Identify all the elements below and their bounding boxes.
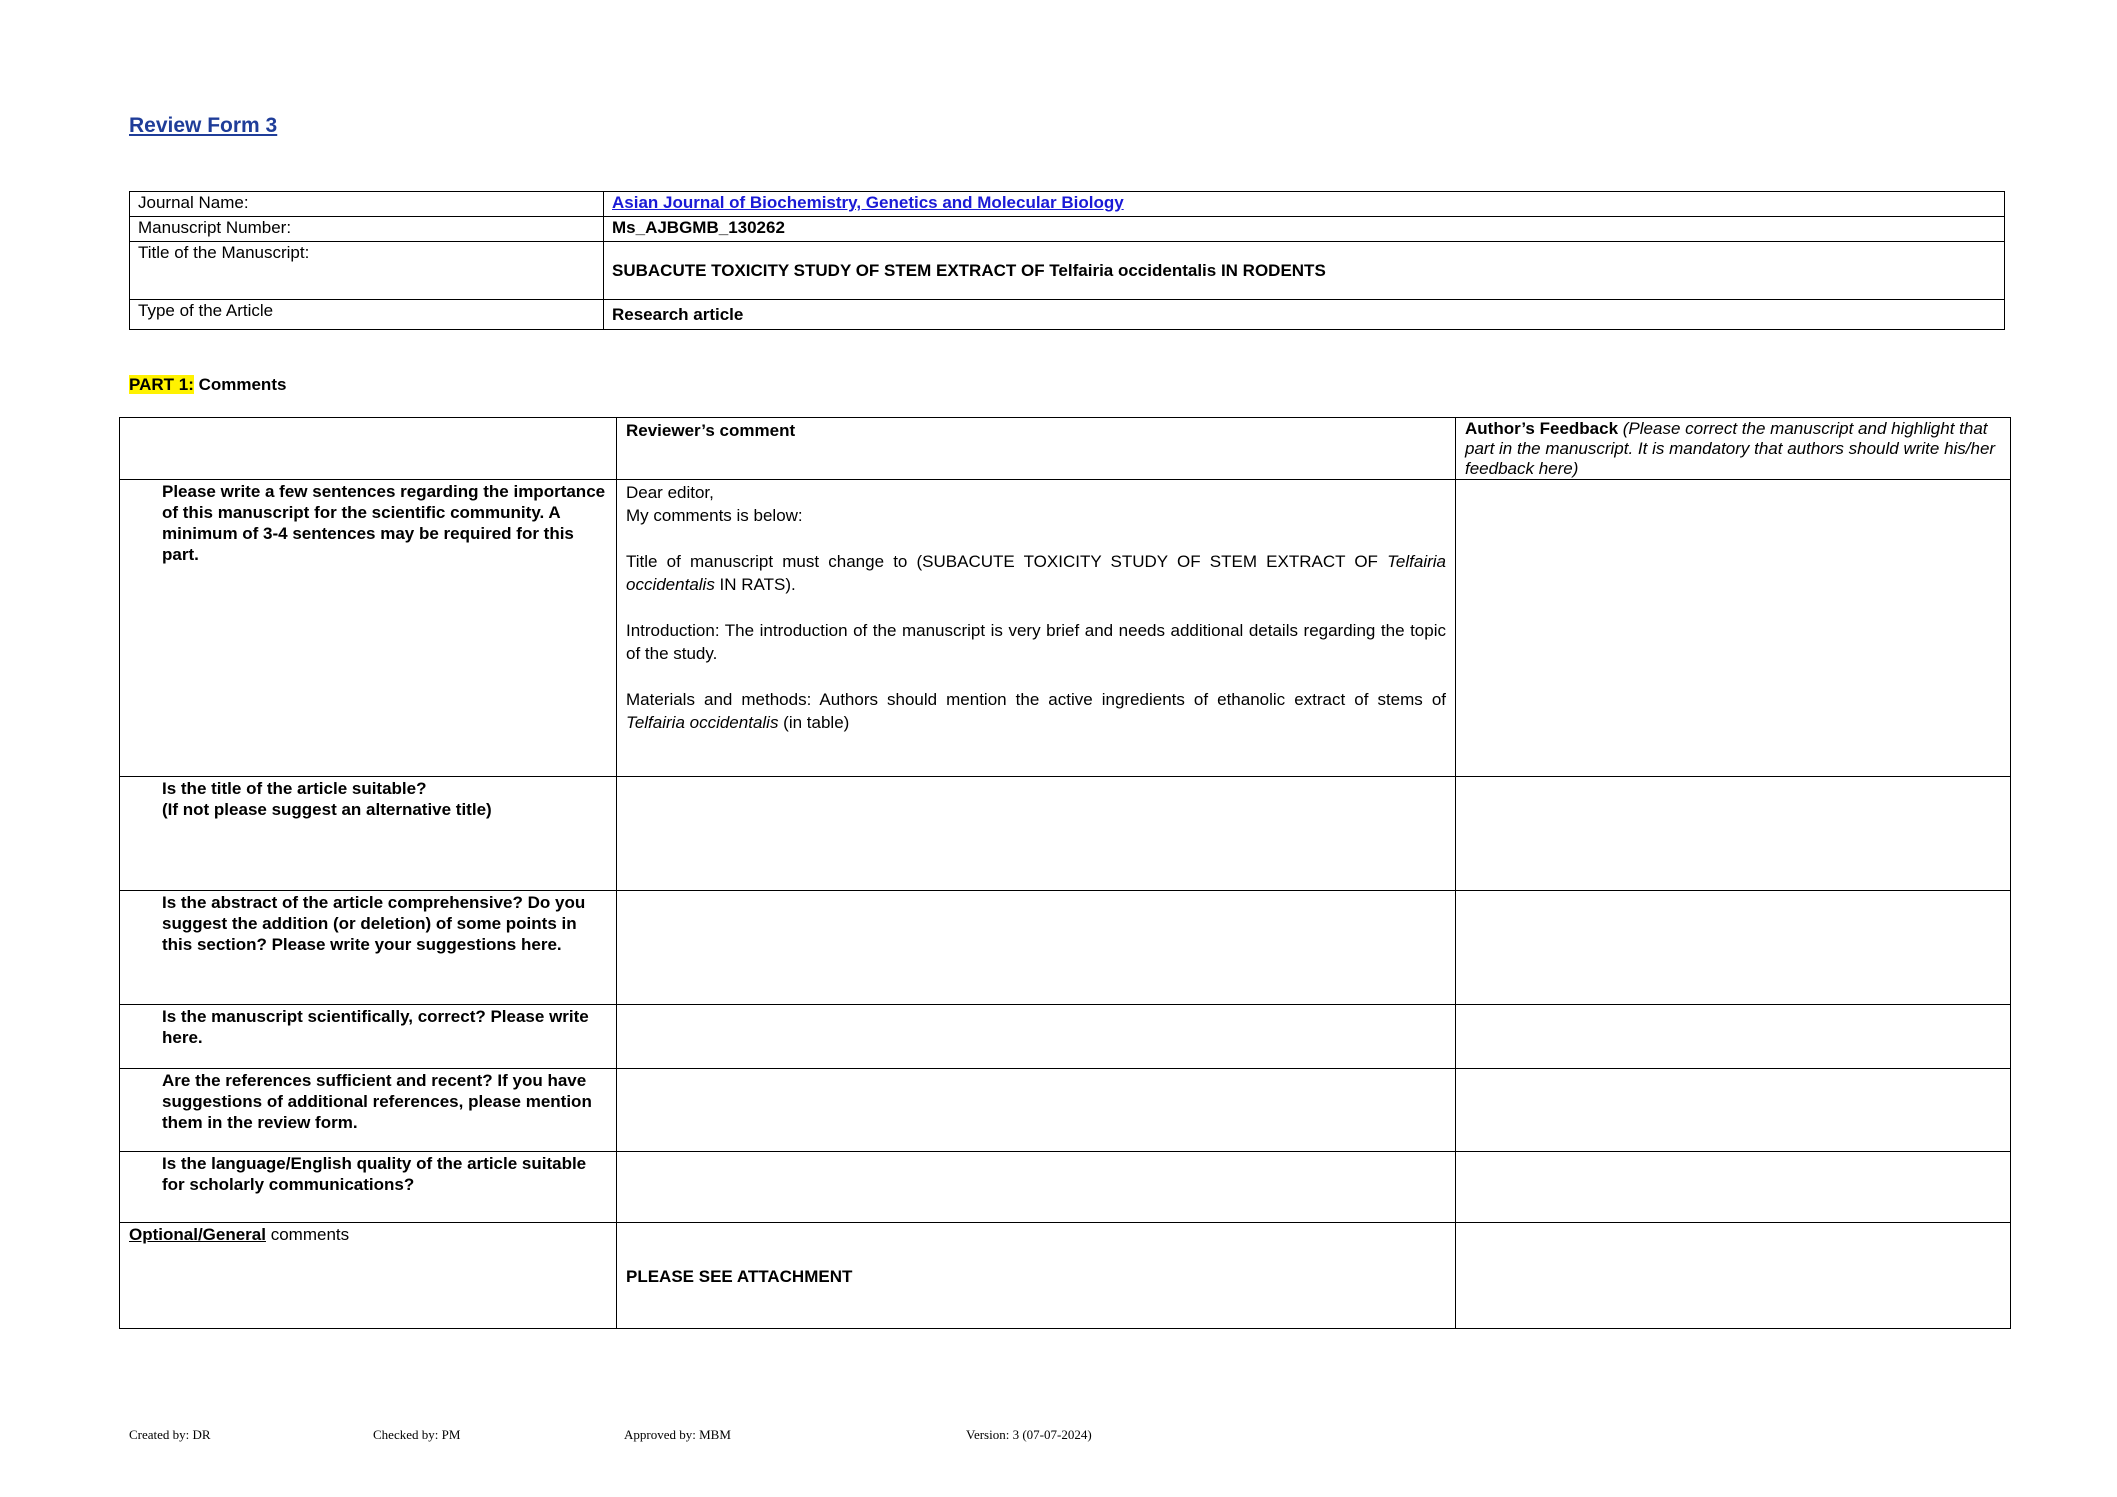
comment-row-language [120, 1152, 2011, 1223]
manuscript-title-row [130, 242, 2005, 300]
title-suggestion-end: IN RATS). [714, 575, 796, 594]
form-title[interactable]: Review Form 3 [129, 114, 278, 137]
comment-row-optional [120, 1223, 2011, 1329]
methods-text: Materials and methods: Authors should mention the active ingredients of ethanolic extract of stems of [626, 690, 1446, 709]
question-title-line1: Is the title of the article suitable? [162, 779, 427, 798]
author-feedback-title[interactable] [1456, 777, 2011, 891]
reviewer-comment-importance[interactable] [617, 480, 1456, 777]
journal-value-cell [604, 192, 2005, 217]
author-feedback-optional[interactable] [1456, 1223, 2011, 1329]
article-type-label: Type of the Article [130, 300, 604, 330]
article-type-row [130, 300, 2005, 330]
optional-label-bold: Optional/General [129, 1225, 266, 1244]
manuscript-number-label: Manuscript Number: [130, 217, 604, 242]
author-feedback-header [1456, 418, 2011, 480]
methods-end: (in table) [778, 713, 850, 732]
author-feedback-importance[interactable] [1456, 480, 2011, 777]
manuscript-title-value: SUBACUTE TOXICITY STUDY OF STEM EXTRACT OF Telfairia occidentalis IN RODENTS [604, 242, 2005, 300]
comment-row-title [120, 777, 2011, 891]
journal-row [130, 192, 2005, 217]
question-importance: Please write a few sentences regarding the importance of this manuscript for the scientific community. A minimum of 3-4 sentences may be required for this part. [120, 480, 617, 777]
reviewer-comment-header [617, 418, 1456, 480]
footer-created: Created by: DR [129, 1427, 211, 1442]
comment-row-references [120, 1069, 2011, 1152]
reviewer-comment-scientific[interactable] [617, 1005, 1456, 1069]
reviewer-comment-references[interactable] [617, 1069, 1456, 1152]
manuscript-number-row [130, 217, 2005, 242]
author-feedback-instructions: (Please correct the manuscript and highlight that part in the manuscript. It is mandatory that authors should write his/her feedback here) [1465, 419, 1996, 478]
journal-label: Journal Name: [130, 192, 604, 217]
comments-header-row [120, 418, 2011, 480]
comment-greeting: Dear editor, [626, 483, 714, 502]
reviewer-comment-title[interactable] [617, 777, 1456, 891]
question-title-line2: (If not please suggest an alternative title) [162, 800, 492, 819]
manuscript-title-label: Title of the Manuscript: [130, 242, 604, 300]
optional-comments-label [120, 1223, 617, 1329]
manuscript-number-value: Ms_AJBGMB_130262 [604, 217, 2005, 242]
comments-table [119, 417, 2011, 1329]
article-type-value: Research article [604, 300, 2005, 330]
comment-title-suggestion [626, 550, 1446, 596]
reviewer-comment-abstract[interactable] [617, 891, 1456, 1005]
comment-row-abstract [120, 891, 2011, 1005]
title-suggestion-text: Title of manuscript must change to (SUBACUTE TOXICITY STUDY OF STEM EXTRACT OF [626, 552, 1388, 571]
title-suggestion-species: Telfairia occidentalis [626, 552, 1446, 594]
question-abstract: Is the abstract of the article comprehensive? Do you suggest the addition (or deletion) of some points in this section? Please write your suggestions here. [120, 891, 617, 1005]
part-label: PART 1: [129, 375, 194, 394]
methods-species: Telfairia occidentalis [626, 713, 779, 732]
comment-methods [626, 688, 1446, 734]
header-empty-cell [120, 418, 617, 480]
reviewer-comment-heading: Reviewer’s comment [626, 421, 796, 440]
optional-reviewer-text: PLEASE SEE ATTACHMENT [626, 1266, 853, 1286]
part-title: Comments [193, 375, 287, 394]
journal-link[interactable]: Asian Journal of Biochemistry, Genetics and Molecular Biology [612, 193, 1124, 212]
reviewer-comment-optional[interactable] [617, 1223, 1456, 1329]
author-feedback-abstract[interactable] [1456, 891, 2011, 1005]
question-scientific: Is the manuscript scientifically, correct? Please write here. [120, 1005, 617, 1069]
question-language: Is the language/English quality of the article suitable for scholarly communications? [120, 1152, 617, 1223]
author-feedback-scientific[interactable] [1456, 1005, 2011, 1069]
footer-approved: Approved by: MBM [624, 1427, 731, 1442]
reviewer-comment-language[interactable] [617, 1152, 1456, 1223]
comment-row-scientific [120, 1005, 2011, 1069]
comment-introduction: Introduction: The introduction of the manuscript is very brief and needs additional details regarding the topic of the study. [626, 621, 1446, 663]
footer-version: Version: 3 (07-07-2024) [966, 1427, 1092, 1442]
question-references: Are the references sufficient and recent? If you have suggestions of additional references, please mention them in the review form. [120, 1069, 617, 1152]
author-feedback-heading: Author’s Feedback [1465, 419, 1619, 438]
optional-label-rest: comments [265, 1225, 350, 1244]
part-heading [129, 375, 286, 395]
footer-checked: Checked by: PM [373, 1427, 461, 1442]
author-feedback-references[interactable] [1456, 1069, 2011, 1152]
author-feedback-language[interactable] [1456, 1152, 2011, 1223]
manuscript-info-table [129, 191, 2005, 330]
comment-row-importance [120, 480, 2011, 777]
question-title [120, 777, 617, 891]
comment-intro: My comments is below: [626, 506, 803, 525]
